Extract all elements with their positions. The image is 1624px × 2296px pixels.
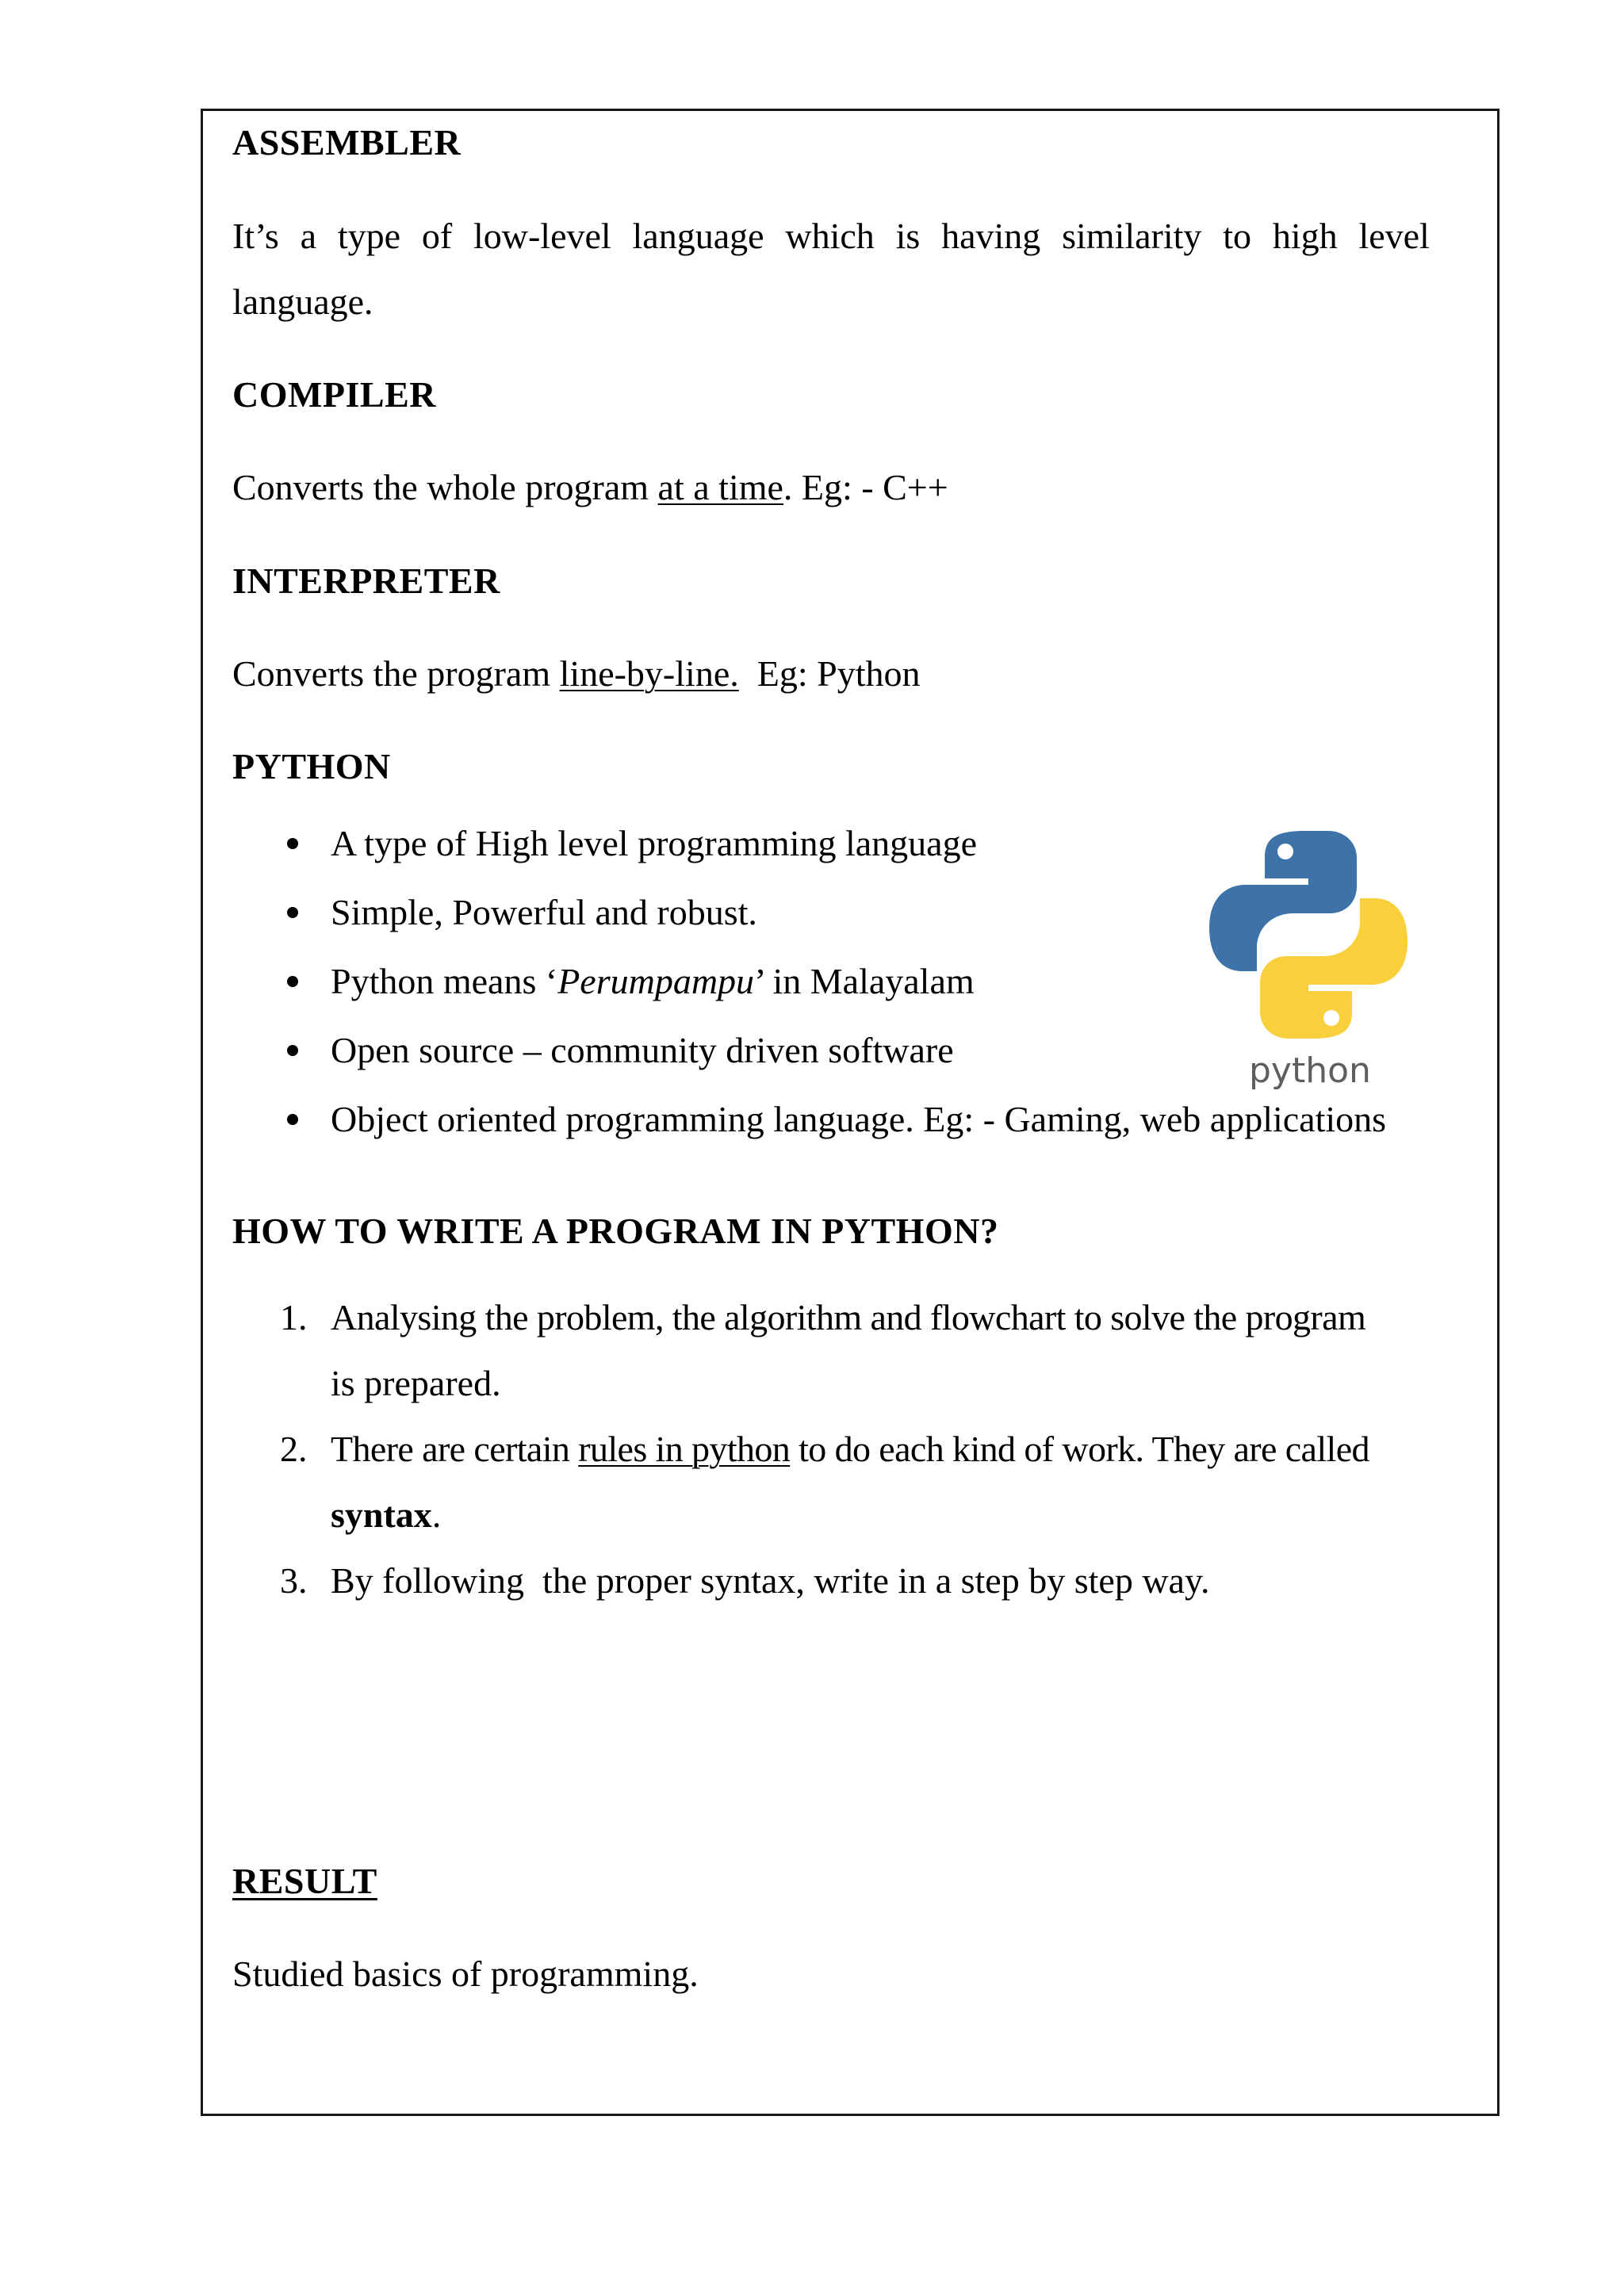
interpreter-text-before: Converts the program [232, 653, 560, 694]
assembler-word: having [941, 216, 1041, 256]
interpreter-text-underlined: line-by-line. [559, 653, 739, 694]
list-item: A type of High level programming language [232, 809, 1438, 878]
assembler-word: level [1358, 216, 1430, 256]
compiler-section [232, 371, 436, 419]
list-item: 2. There are certain rules in python to do each kind of work. They are called syntax. [232, 1416, 1438, 1548]
python-logo-yellow-eye [1323, 1010, 1339, 1026]
assembler-word: type [337, 216, 401, 256]
assembler-word: high [1272, 216, 1338, 256]
python-logo-text: python [1249, 1050, 1371, 1091]
list-number: 3. [280, 1560, 308, 1601]
assembler-word: language [632, 216, 764, 256]
list-item: 1. Analysing the problem, the algorithm and flowchart to solve the program is prepared. [232, 1284, 1438, 1416]
assembler-word: a [300, 216, 317, 256]
assembler-paragraph [232, 212, 1430, 326]
result-heading: RESULT [232, 1861, 377, 1901]
result-paragraph [232, 1950, 699, 1998]
assembler-heading: ASSEMBLER [232, 122, 462, 163]
compiler-text-after: . Eg: - C++ [783, 467, 948, 507]
compiler-heading: COMPILER [232, 374, 436, 415]
python-logo-icon [1193, 809, 1423, 1094]
list-number: 2. [280, 1429, 308, 1469]
bullet-icon [287, 907, 298, 918]
bullet-icon [287, 838, 298, 849]
bullet-icon [287, 976, 298, 987]
list-number: 1. [280, 1297, 308, 1337]
result-section [232, 1858, 377, 1905]
list-item: Python means ‘Perumpampu’ in Malayalam [232, 947, 1438, 1016]
compiler-text-underlined: at a time [657, 467, 783, 507]
assembler-word: is [895, 216, 921, 256]
interpreter-section [232, 557, 500, 605]
list-item: Object oriented programming language. Eg: - Gaming, web applications [232, 1085, 1438, 1154]
python-logo [1193, 809, 1423, 1094]
interpreter-heading: INTERPRETER [232, 561, 500, 601]
python-heading: PYTHON [232, 746, 391, 786]
bold-text: syntax [331, 1494, 432, 1535]
how-to-heading: HOW TO WRITE A PROGRAM IN PYTHON? [232, 1211, 999, 1251]
assembler-word: similarity [1062, 216, 1202, 256]
assembler-word: to [1223, 216, 1252, 256]
bullet-icon [287, 1114, 298, 1125]
assembler-word: low-level [473, 216, 611, 256]
list-item: 3. By following the proper syntax, write in a step by step way. [232, 1548, 1438, 1613]
assembler-line-1 [232, 212, 1430, 260]
compiler-text-before: Converts the whole program [232, 467, 658, 507]
result-text: Studied basics of programming. [232, 1954, 699, 1994]
italic-word: Perumpampu [557, 961, 755, 1001]
list-item: Simple, Powerful and robust. [232, 878, 1438, 947]
compiler-paragraph [232, 464, 948, 511]
assembler-word: which [785, 216, 875, 256]
interpreter-text-after: Eg: Python [738, 653, 921, 694]
list-item: Open source – community driven software [232, 1016, 1438, 1085]
interpreter-paragraph [232, 650, 920, 698]
underlined-text: rules in python [578, 1429, 791, 1469]
bullet-icon [287, 1045, 298, 1056]
python-logo-blue-eye [1277, 844, 1293, 859]
assembler-word: of [421, 216, 453, 256]
how-to-section [232, 1207, 998, 1255]
assembler-line-2: language. [232, 281, 373, 322]
assembler-section [232, 119, 461, 166]
python-section [232, 743, 391, 790]
how-to-list [232, 1284, 1438, 1613]
assembler-word: It’s [232, 216, 279, 256]
